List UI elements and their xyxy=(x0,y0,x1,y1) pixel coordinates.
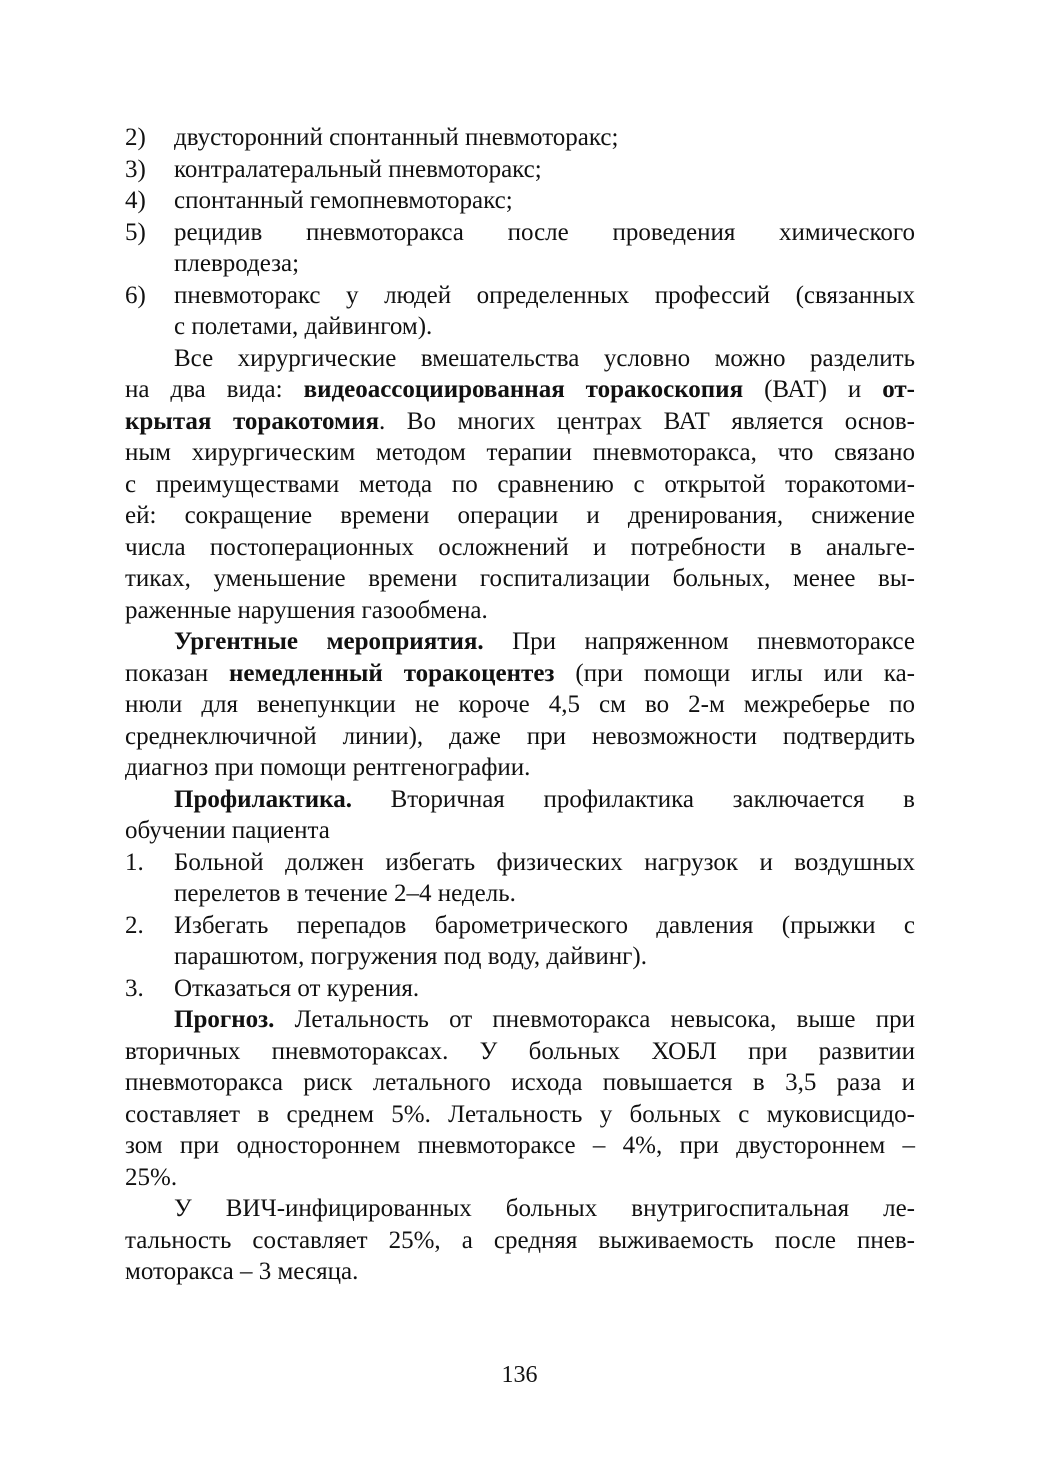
section-heading: Прогноз. xyxy=(174,1006,275,1033)
text-run: (ВАТ) и xyxy=(743,376,883,403)
paragraph-prophylaxis xyxy=(125,784,915,847)
paragraph-urgent xyxy=(125,626,915,784)
list-number: 3) xyxy=(125,155,146,183)
paragraph-line: среднеключичной линии), даже при невозможности подтвердить xyxy=(125,722,915,750)
complication-list xyxy=(125,122,915,343)
list-item xyxy=(125,973,915,1005)
section-heading: Профилактика. xyxy=(174,785,352,813)
list-item-text: контралатеральный пневмоторакс; xyxy=(174,155,542,183)
paragraph-line: тиках, уменьшение времени госпитализации больных, менее вы- xyxy=(125,565,915,592)
list-item xyxy=(125,122,915,154)
paragraph-line: пневмоторакса риск летального исхода повышается в 3,5 раза и xyxy=(125,1069,915,1096)
list-item xyxy=(125,847,915,879)
paragraph-line xyxy=(125,374,915,406)
list-item-text: с полетами, дайвингом). xyxy=(174,313,433,340)
paragraph-line: составляет в среднем 5%. Летальность у больных с муковисцидо- xyxy=(125,1100,915,1128)
list-item-text: плевродеза; xyxy=(174,250,300,277)
text-run: Летальность от пневмоторакса невысока, выше при xyxy=(274,1006,915,1033)
list-item-continuation xyxy=(125,878,915,910)
list-number: 6) xyxy=(125,281,146,309)
list-item-text: перелетов в течение 2–4 недель. xyxy=(174,880,516,907)
list-item xyxy=(125,910,915,942)
bold-term: видеоассоциированная торакоскопия xyxy=(303,376,744,403)
text-run: показан xyxy=(125,659,229,687)
prophylaxis-list xyxy=(125,847,915,1005)
paragraph-line: с преимуществами метода по сравнению с открытой торакотоми- xyxy=(125,470,915,498)
paragraph-line: ным хирургическим методом терапии пневмоторакса, что связано xyxy=(125,439,915,466)
list-item xyxy=(125,217,915,249)
paragraph-line: диагноз при помощи рентгенографии. xyxy=(125,754,531,781)
paragraph-line: нюли для венепункции не короче 4,5 см во 2-м межреберье по xyxy=(125,691,915,718)
list-item-continuation xyxy=(125,311,915,343)
section-heading: Ургентные мероприятия. xyxy=(174,628,484,655)
paragraph-line xyxy=(125,626,915,658)
paragraph-line: 25%. xyxy=(125,1163,178,1191)
list-item-text: пневмоторакс у людей определенных профессий (связанных xyxy=(174,281,915,309)
paragraph-line: вторичных пневмотораксах. У больных ХОБЛ при развитии xyxy=(125,1037,915,1065)
bold-term: немедленный торакоцентез xyxy=(229,659,555,687)
paragraph-line: моторакса – 3 месяца. xyxy=(125,1258,359,1285)
list-item-text: спонтанный гемопневмоторакс; xyxy=(174,187,513,214)
paragraph-line xyxy=(125,784,915,816)
paragraph-line xyxy=(125,406,915,438)
paragraph-line: раженные нарушения газообмена. xyxy=(125,596,488,624)
list-number: 1. xyxy=(125,848,144,876)
list-number: 2) xyxy=(125,124,146,151)
paragraph-line: числа постоперационных осложнений и потребности в анальге- xyxy=(125,533,915,561)
list-item-text: рецидив пневмоторакса после проведения химического xyxy=(174,218,915,246)
list-item xyxy=(125,185,915,217)
text-run: (при помощи иглы или ка- xyxy=(554,659,915,687)
list-item-text: Больной должен избегать физических нагрузок и воздушных xyxy=(174,848,915,876)
paragraph-line xyxy=(125,1004,915,1036)
list-number: 5) xyxy=(125,218,146,246)
paragraph-line xyxy=(125,658,915,690)
list-number: 3. xyxy=(125,974,144,1002)
text-run: При напряженном пневмотораксе xyxy=(483,628,915,655)
paragraph-line: Все хирургические вмешательства условно можно разделить xyxy=(174,344,915,372)
text-run: Вторичная профилактика заключается в xyxy=(351,785,915,813)
list-number: 4) xyxy=(125,187,146,214)
page-number: 136 xyxy=(501,1362,538,1388)
paragraph-prognosis xyxy=(125,1004,915,1193)
list-item xyxy=(125,280,915,312)
paragraph-line: зом при одностороннем пневмотораксе – 4%, при двустороннем – xyxy=(125,1132,915,1159)
text-run: . Во многих центрах ВАТ является основ- xyxy=(379,407,915,435)
paragraph-line: тальность составляет 25%, а средняя выживаемость после пнев- xyxy=(125,1226,915,1254)
bold-term: от- xyxy=(882,376,916,403)
text-run: на два вида: xyxy=(125,376,304,403)
paragraph-line: У ВИЧ-инфицированных больных внутригоспитальная ле- xyxy=(174,1195,915,1222)
list-item-text: парашютом, погружения под воду, дайвинг). xyxy=(174,943,647,970)
paragraph-hiv xyxy=(125,1193,915,1288)
list-number: 2. xyxy=(125,911,144,939)
paragraph-line: обучении пациента xyxy=(125,817,330,844)
page-body xyxy=(125,122,915,1288)
list-item-text: Избегать перепадов барометрического давления (прыжки с xyxy=(174,911,915,939)
paragraph-surgery xyxy=(125,343,915,627)
list-item xyxy=(125,154,915,186)
bold-term: крытая торакотомия xyxy=(125,407,380,435)
list-item-text: двусторонний спонтанный пневмоторакс; xyxy=(174,124,619,151)
list-item-continuation xyxy=(125,248,915,280)
list-item-text: Отказаться от курения. xyxy=(174,974,420,1002)
paragraph-line: ей: сокращение времени операции и дренирования, снижение xyxy=(125,502,915,529)
list-item-continuation xyxy=(125,941,915,973)
